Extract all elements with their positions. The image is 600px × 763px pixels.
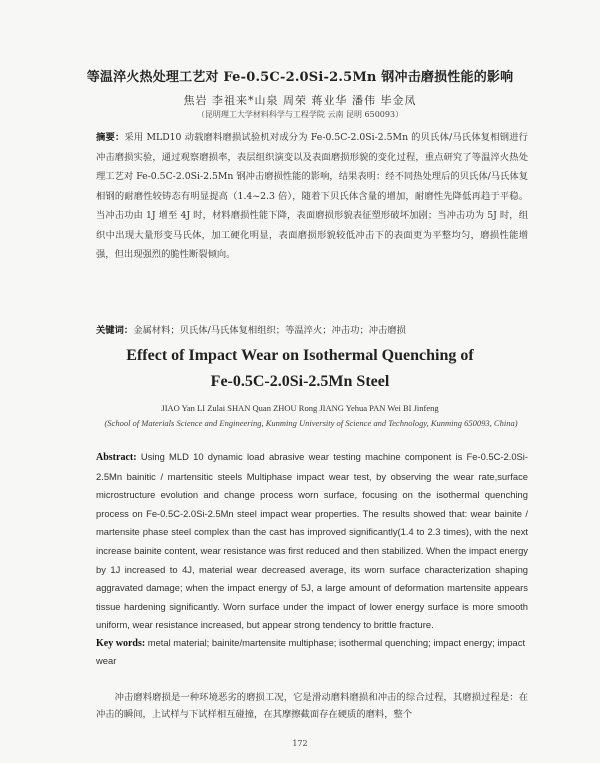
english-affiliation: (School of Materials Science and Engineering, Kunming University of Science and Technology, Kunming 650093, China) <box>104 418 518 428</box>
english-keywords-text: metal material; bainite/martensite multiphase; isothermal quenching; impact energy; impact wear <box>96 637 526 666</box>
chinese-title: 等温淬火热处理工艺对 Fe-0.5C-2.0Si-2.5Mn 钢冲击磨损性能的影响 <box>86 70 514 85</box>
page-number: 172 <box>292 739 308 748</box>
chinese-keywords-text: 金属材料；贝氏体/马氏体复相组织；等温淬火；冲击功；冲击磨损 <box>133 325 406 336</box>
chinese-abstract <box>96 128 528 265</box>
english-abstract-text: Using MLD 10 dynamic load abrasive wear testing machine component is Fe-0.5C-2.0Si-2.5Mn bainitic / martensitic steels Multiphase impact wear test, by observing the wear rate,surface microstructure evolution and change process worn surface, focusing on the isothermal quenching process on Fe-0.5C-2.0Si-2.5Mn steel impact wear properties. The results showed that: wear bainite / martensite phase steel complex than the cast has improved significantly(1.4 to 2.3 times), with the next increase bainite content, wear resistance was first reduced and then stabilized. When the impact energy by 1J increased to 4J, material wear decreased average, its worn surface characterization shaping aggravated damage; when the impact energy of 5J, a large amount of deformation martensite appears tissue hardening significantly. Worn surface under the impact of lower energy surface is more smooth uniform, wear resistance increased, but appear strong tendency to brittle fracture. <box>96 451 528 631</box>
chinese-keywords-label: 关键词： <box>96 325 134 336</box>
english-authors: JIAO Yan LI Zulai SHAN Quan ZHOU Rong JIANG Yehua PAN Wei BI Jinfeng <box>161 403 439 413</box>
english-abstract-label: Abstract: <box>96 452 137 463</box>
chinese-authors: 焦岩 李祖来*山泉 周荣 蒋业华 潘伟 毕金凤 <box>183 94 417 107</box>
english-keywords-label: Key words: <box>96 638 146 649</box>
english-title <box>40 343 560 395</box>
body-intro-paragraph: 冲击磨料磨损是一种环境恶劣的磨损工况，它是滑动磨料磨损和冲击的综合过程，其磨损过程是：在冲击的瞬间，上试样与下试样相互碰撞，在其摩擦截面存在硬质的磨料，整个 <box>96 692 528 720</box>
chinese-affiliation: （昆明理工大学材料科学与工程学院 云南 昆明 650093） <box>196 110 404 119</box>
english-abstract <box>96 448 528 635</box>
english-title-line1: Effect of Impact Wear on Isothermal Quenching of <box>126 347 474 364</box>
chinese-keywords <box>96 322 528 340</box>
english-title-line2: Fe-0.5C-2.0Si-2.5Mn Steel <box>210 373 390 390</box>
chinese-abstract-text: 采用 MLD10 动载磨料磨损试验机对成分为 Fe-0.5C-2.0Si-2.5Mn 的贝氏体/马氏体复相钢进行冲击磨损实验，通过观察磨损率，表层组织演变以及表面磨损形貌的变化过程，重点研究了等温淬火热处理工艺对 Fe-0.5C-2.0Si-2.5Mn 钢冲击磨损性能的影响，结果表明：经不同热处理后的贝氏体/马氏体复相钢的耐磨性较铸态有明显提高（1.4~2.3 倍），随着下贝氏体含量的增加，耐磨性先降低再趋于平稳。当冲击功由 1J 增至 4J 时，材料磨损性能下降，表面磨损形貌表征塑形破坏加剧；当冲击功为 5J 时，组织中出现大量形变马氏体，加工硬化明显，表面磨损形貌较低冲击下的表面更为平整均匀，磨损性能增强，但出现强烈的脆性断裂倾向。 <box>96 132 528 260</box>
english-keywords <box>96 634 528 669</box>
chinese-abstract-label: 摘要： <box>96 132 125 143</box>
